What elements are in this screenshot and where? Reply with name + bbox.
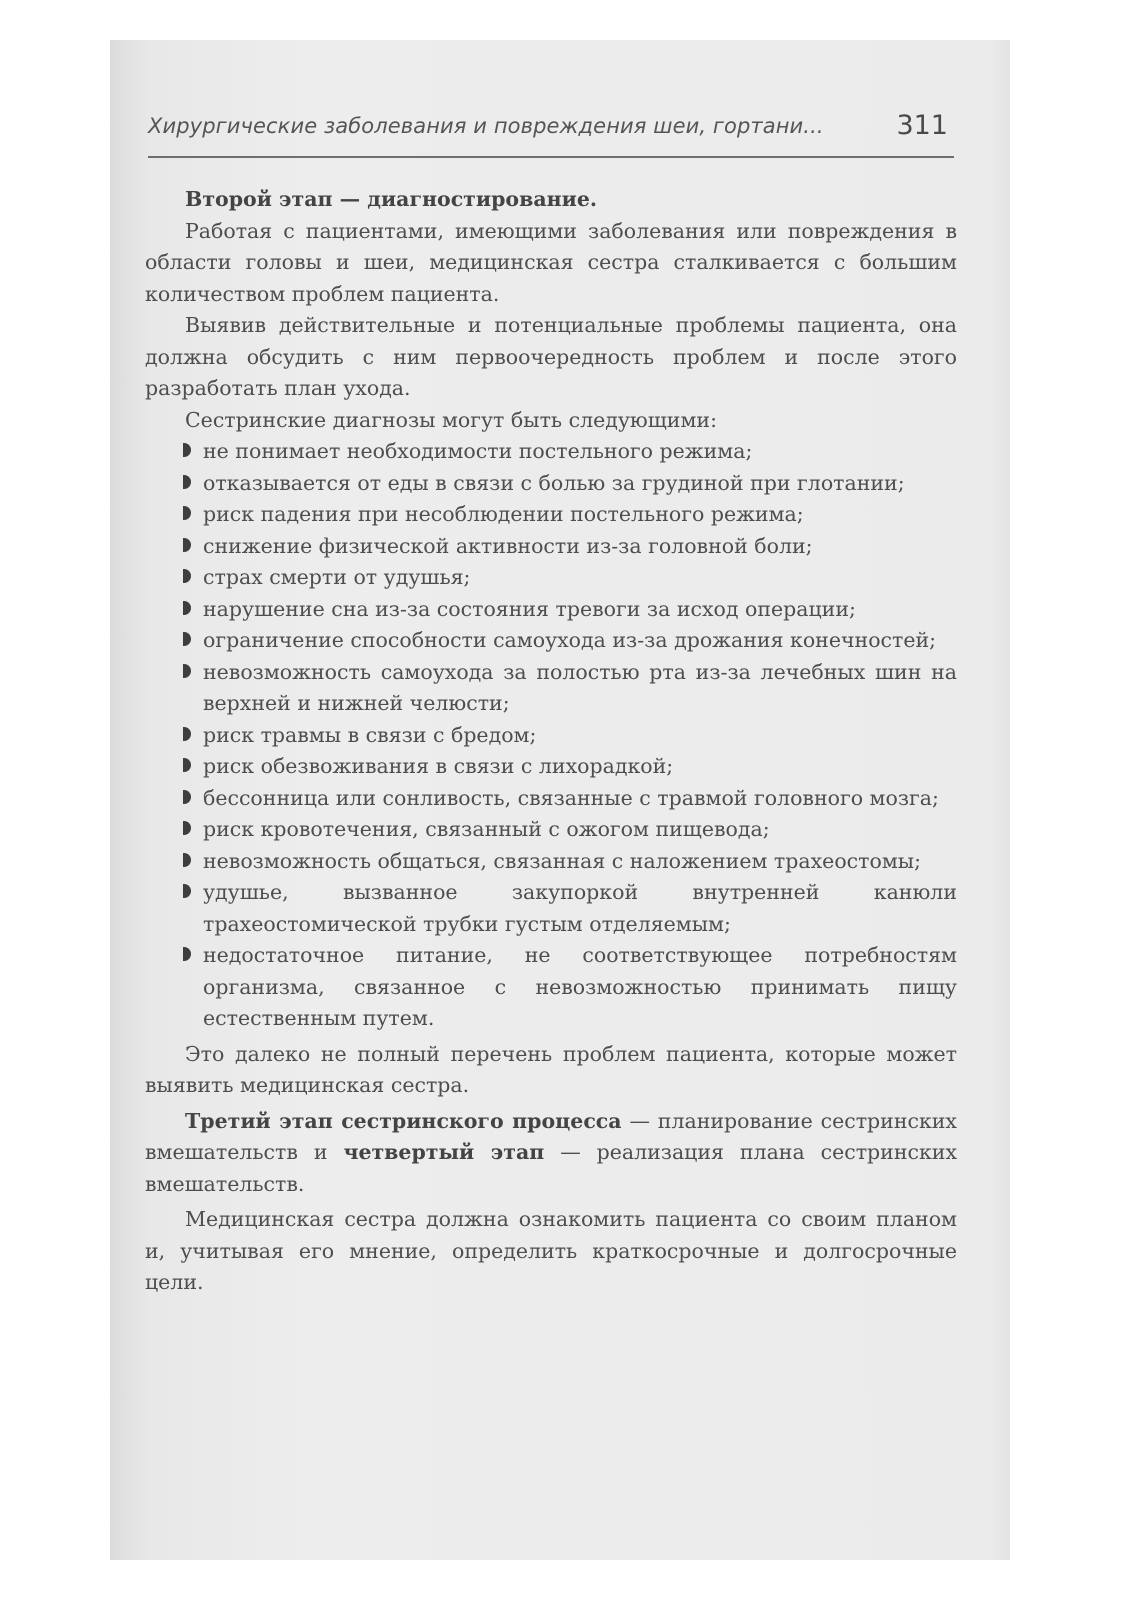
bullet-icon — [183, 632, 191, 646]
list-item-text: отказывается от еды в связи с болью за грудиной при глотании; — [203, 470, 905, 495]
list-item — [203, 625, 957, 657]
list-item — [203, 940, 957, 1035]
list-item — [203, 877, 957, 940]
paragraph: Выявив действительные и потенциальные проблемы пациента, она должна обсудить с ним первоочередность проблем и после этого разработать план ухода. — [145, 313, 957, 400]
bullet-icon — [183, 727, 191, 741]
paragraph: Работая с пациентами, имеющими заболевания или повреждения в области головы и шеи, медицинская сестра сталкивается с большим количеством проблем пациента. — [145, 218, 957, 306]
bullet-icon — [183, 443, 191, 457]
running-header — [148, 110, 954, 158]
list-item — [203, 751, 957, 783]
list-item — [203, 720, 957, 752]
list-item-text: невозможность общаться, связанная с наложением трахеостомы; — [203, 848, 921, 873]
page-body — [145, 184, 957, 1299]
bullet-icon — [183, 758, 191, 772]
list-item-text: ограничение способности самоухода из-за дрожания конечностей; — [203, 628, 937, 652]
text-run: — планирование сестринских вмешательств и — [145, 1108, 957, 1164]
paragraph: Это далеко не полный перечень проблем пациента, которые может выявить медицинская сестра. — [145, 1041, 957, 1097]
list-item-text: невозможность самоухода за полостью рта из-за лечебных шин на верхней и нижней челюсти; — [203, 659, 957, 715]
list-item — [203, 814, 957, 846]
bullet-icon — [183, 506, 191, 520]
bullet-icon — [183, 947, 191, 961]
list-item-text: риск травмы в связи с бредом; — [203, 722, 537, 747]
list-item-text: не понимает необходимости постельного режима; — [203, 439, 753, 463]
bullet-icon — [183, 569, 191, 583]
bullet-icon — [183, 884, 191, 898]
diagnosis-list — [145, 436, 957, 1035]
text-run: — реализация плана сестринских вмешательств. — [145, 1140, 958, 1196]
bullet-icon — [183, 664, 191, 678]
list-item — [203, 531, 957, 563]
list-item — [203, 499, 957, 531]
list-item — [203, 783, 957, 815]
bullet-icon — [183, 601, 191, 615]
list-item-text: страх смерти от удушья; — [203, 565, 471, 589]
paragraph: Медицинская сестра должна ознакомить пациента со своим планом и, учитывая его мнение, определить краткосрочные и долгосрочные цели. — [145, 1207, 957, 1294]
list-item — [203, 436, 957, 468]
bold-term: четвертый этап — [343, 1140, 545, 1164]
list-item — [203, 562, 957, 594]
bullet-icon — [183, 853, 191, 867]
list-item — [203, 657, 957, 720]
list-item — [203, 468, 957, 500]
bullet-icon — [183, 475, 191, 489]
paragraph — [145, 1106, 957, 1201]
list-intro: Сестринские диагнозы могут быть следующими: — [185, 407, 717, 432]
section-heading: Второй этап — диагностирование. — [185, 187, 598, 211]
bullet-icon — [183, 821, 191, 835]
list-item-text: нарушение сна из-за состояния тревоги за исход операции; — [203, 596, 856, 621]
list-item-text: риск падения при несоблюдении постельного режима; — [203, 502, 804, 526]
list-item-text: недостаточное питание, не соответствующее потребностям организма, связанное с невозможностью принимать пищу естественным путем. — [203, 943, 957, 1030]
bold-term: Третий этап сестринского процесса — [185, 1108, 622, 1133]
page-number: 311 — [896, 110, 948, 141]
list-item-text: снижение физической активности из-за головной боли; — [203, 533, 813, 558]
list-item-text: риск кровотечения, связанный с ожогом пищевода; — [203, 817, 770, 841]
list-item-text: риск обезвоживания в связи с лихорадкой; — [203, 754, 674, 778]
list-item — [203, 846, 957, 878]
running-title: Хирургические заболевания и повреждения шеи, гортани... — [148, 114, 824, 138]
list-item — [203, 594, 957, 626]
bullet-icon — [183, 790, 191, 804]
list-item-text: бессонница или сонливость, связанные с травмой головного мозга; — [203, 785, 939, 810]
list-item-text: удушье, вызванное закупоркой внутренней канюли трахеостомической трубки густым отделяемым; — [203, 880, 957, 936]
bullet-icon — [183, 538, 191, 552]
